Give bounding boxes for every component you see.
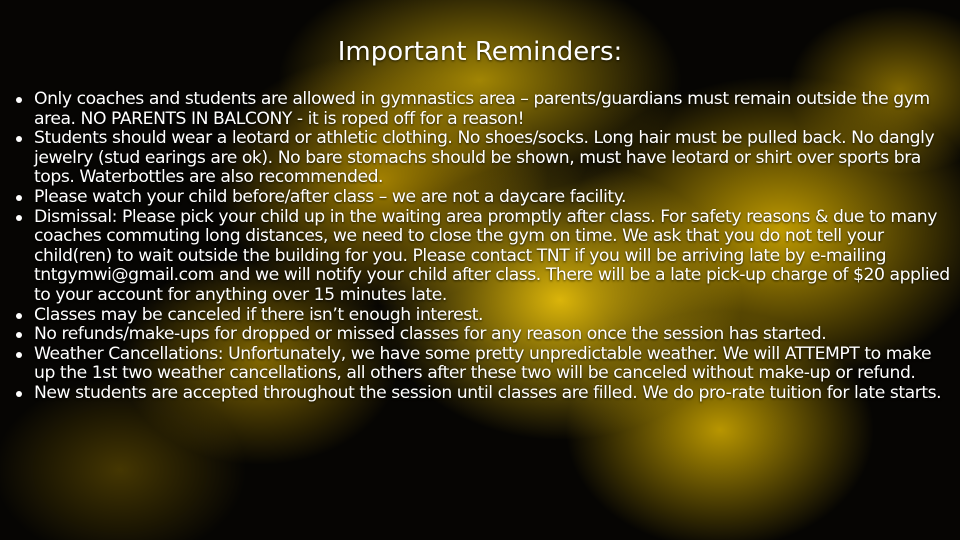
list-item [12, 306, 954, 326]
reminder-list [12, 90, 954, 404]
list-item-text: New students are accepted throughout the session until classes are filled. We do pro-rate tuition for late starts. [34, 382, 942, 403]
list-item-text: Dismissal: Please pick your child up in the waiting area promptly after class. For safety reasons & due to many coaches commuting long distances, we need to close the gym on time. We ask that you do not tell your child(ren) to wait outside the building for you. Please contact TNT if you will be arriving late by e-mailing tntgymwi@gmail.com and we will notify your child after class. There will be a late pick-up charge of $20 applied to your account for anything over 15 minutes late. [34, 206, 950, 305]
list-item [12, 208, 954, 306]
bullet-icon [16, 97, 22, 103]
list-item [12, 384, 954, 404]
list-item-text: Please watch your child before/after class – we are not a daycare facility. [34, 186, 626, 207]
bullet-icon [16, 136, 22, 142]
bullet-icon [16, 195, 22, 201]
list-item [12, 345, 954, 384]
bullet-icon [16, 391, 22, 397]
bullet-icon [16, 332, 22, 338]
list-item-text: Weather Cancellations: Unfortunately, we have some pretty unpredictable weather. We will ATTEMPT to make up the 1st two weather cancellations, all others after these two will be canceled without make-up or refund. [34, 343, 932, 384]
bullet-icon [16, 352, 22, 358]
list-item [12, 129, 954, 188]
list-item-text: No refunds/make-ups for dropped or missed classes for any reason once the session has started. [34, 324, 827, 345]
slide-title: Important Reminders: [337, 37, 623, 67]
list-item-text: Students should wear a leotard or athletic clothing. No shoes/socks. Long hair must be pulled back. No dangly jewelry (stud earings are ok). No bare stomachs should be shown, must have leotard or shirt over sports bra tops. Waterbottles are also recommended. [34, 128, 935, 188]
bullet-icon [16, 313, 22, 319]
list-item-text: Only coaches and students are allowed in gymnastics area – parents/guardians must remain outside the gym area. NO PARENTS IN BALCONY - it is roped off for a reason! [34, 89, 930, 129]
list-item [12, 188, 954, 208]
bullet-icon [16, 215, 22, 221]
list-item [12, 90, 954, 129]
list-item-text: Classes may be canceled if there isn’t enough interest. [34, 304, 483, 325]
list-item [12, 325, 954, 345]
